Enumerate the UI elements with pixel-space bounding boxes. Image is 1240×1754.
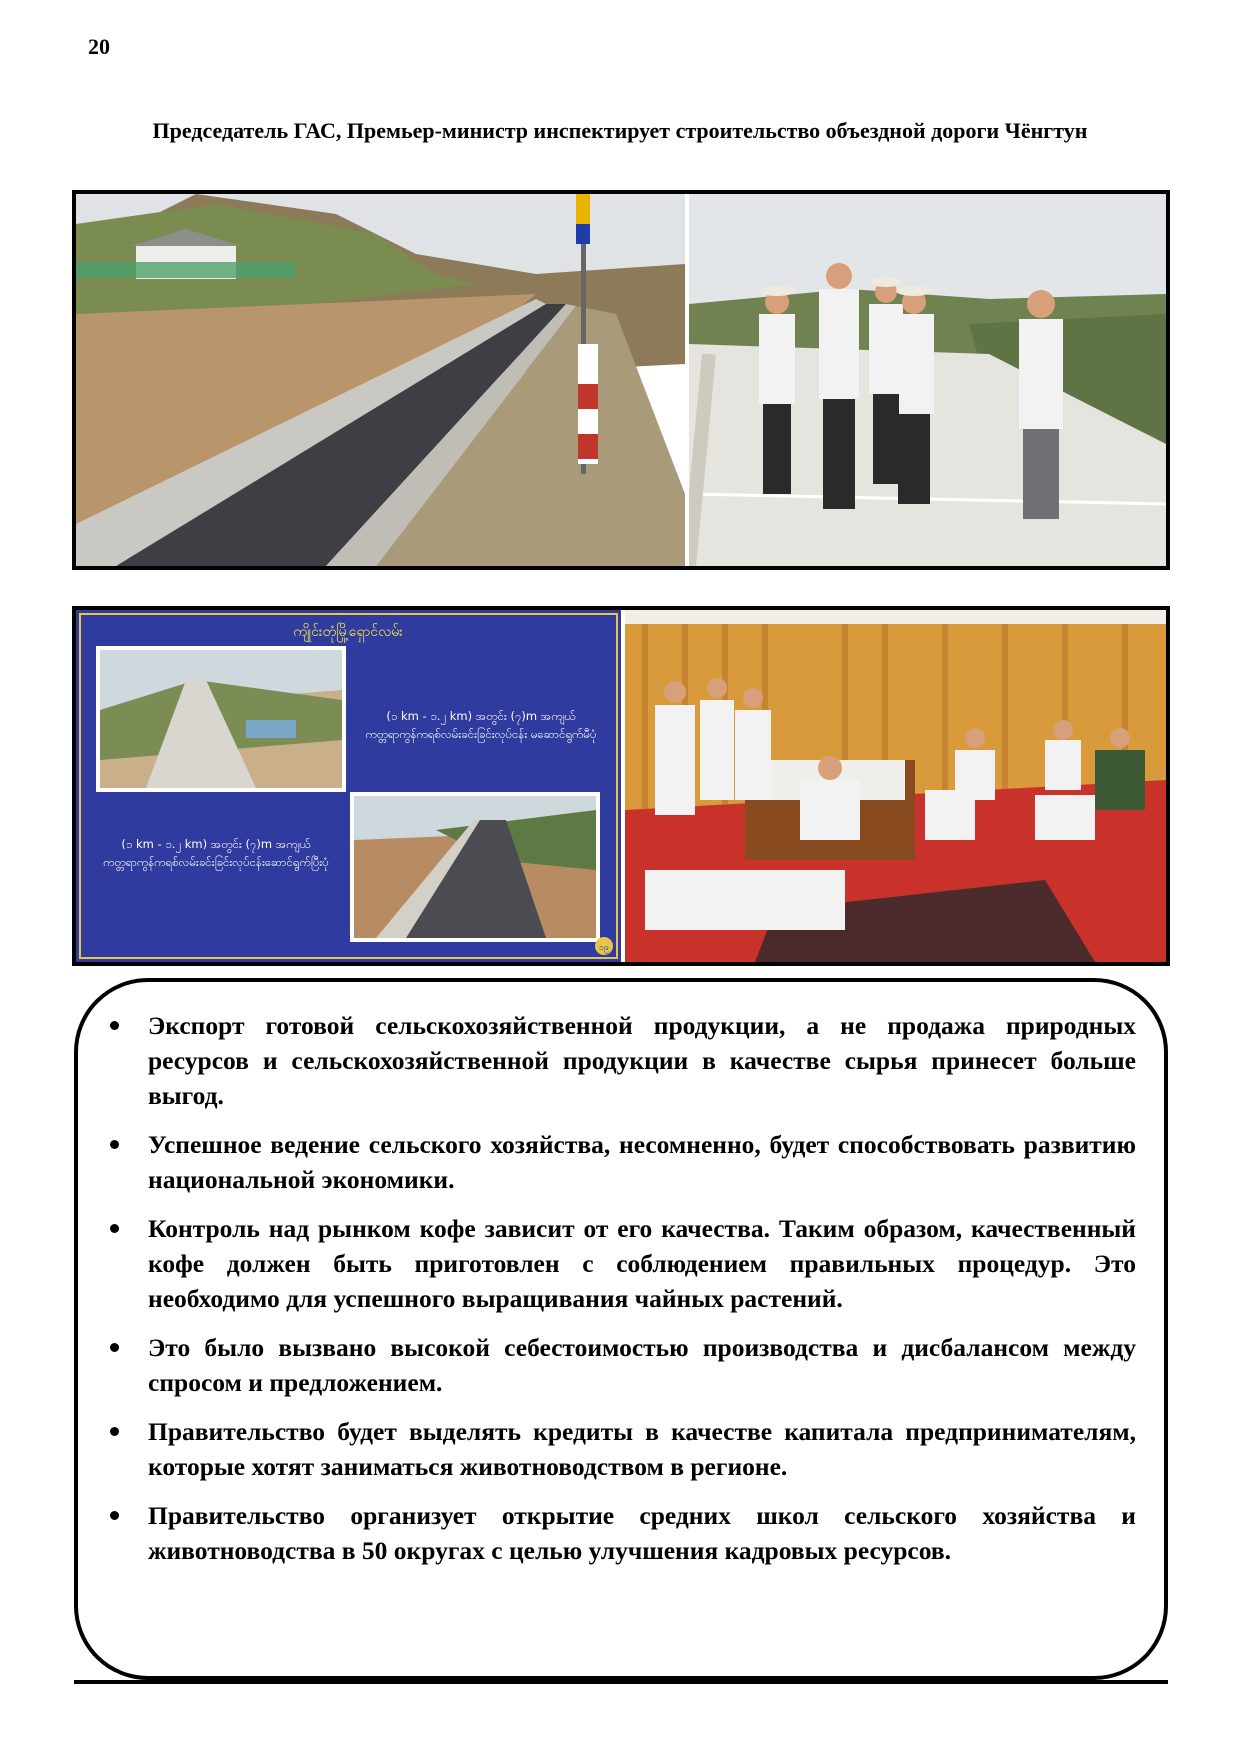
list-item-text: Это было вызвано высокой себестоимостью производства и дисбалансом между спросом и предложением.	[148, 1333, 1136, 1397]
list-item	[104, 1127, 1136, 1197]
list-item-text: Правительство организует открытие средних школ сельского хозяйства и животноводства в 50 округах с целью улучшения кадровых ресурсов.	[148, 1501, 1136, 1565]
slide-caption-top-line-2: ကတ္တရာကွန်ကရစ်လမ်းခင်းခြင်းလုပ်ငန်း မဆောင်ရွက်မီပုံ	[365, 727, 597, 741]
slide-caption-top-line-1: (၁ km - ၁.၂ km) အတွင်း (၇)m အကျယ်	[386, 709, 576, 723]
slide-caption-bottom-line-2: ကတ္တရာကွန်ကရစ်လမ်းခင်းခြင်းလုပ်ငန်းဆောင်ရွက်ပြီးပုံ	[103, 855, 329, 869]
highway-photo	[76, 194, 685, 566]
list-item-text: Контроль над рынком кофе зависит от его качества. Таким образом, качественный кофе должен быть приготовлен с соблюдением правильных процедур. Это необходимо для успешного выращивания чайных растений.	[148, 1214, 1136, 1313]
slide-page-badge: ၁၉	[598, 943, 610, 953]
list-item	[104, 1008, 1136, 1113]
inspection-group-photo	[689, 194, 1166, 566]
list-item	[104, 1414, 1136, 1484]
list-item	[104, 1498, 1136, 1568]
top-photo-strip	[72, 190, 1170, 570]
slide-caption-bottom-line-1: (၁ km - ၁.၂ km) အတွင်း (၇)m အကျယ်	[121, 837, 311, 851]
slide-title: ကျိုင်းတုံမြို့ရှောင်လမ်း	[293, 624, 403, 640]
bottom-rule	[74, 1680, 1168, 1684]
bullet-icon	[110, 1021, 119, 1030]
list-item-text: Успешное ведение сельского хозяйства, несомненно, будет способствовать развитию национальной экономики.	[148, 1130, 1136, 1194]
list-item	[104, 1211, 1136, 1316]
bullet-icon	[110, 1427, 119, 1436]
meeting-hall-photo	[625, 610, 1166, 962]
slide-photo-after	[350, 792, 600, 942]
page-number: 20	[88, 34, 110, 59]
slide-photo-before	[96, 646, 346, 792]
presentation-slide-photo	[76, 610, 621, 962]
list-item-text: Экспорт готовой сельскохозяйственной продукции, а не продажа природных ресурсов и сельскохозяйственной продукции в качестве сырья принесет больше выгод.	[148, 1011, 1136, 1110]
page-headline: Председатель ГАС, Премьер-министр инспектирует строительство объездной дороги Чёнгтун	[152, 118, 1088, 143]
bullet-list	[104, 1008, 1136, 1582]
bullet-icon	[110, 1343, 119, 1352]
bottom-photo-strip	[72, 606, 1170, 966]
bullet-icon	[110, 1140, 119, 1149]
bullet-icon	[110, 1224, 119, 1233]
list-item-text: Правительство будет выделять кредиты в качестве капитала предпринимателям, которые хотят заниматься животноводством в регионе.	[148, 1417, 1136, 1481]
bullet-icon	[110, 1511, 119, 1520]
list-item	[104, 1330, 1136, 1400]
